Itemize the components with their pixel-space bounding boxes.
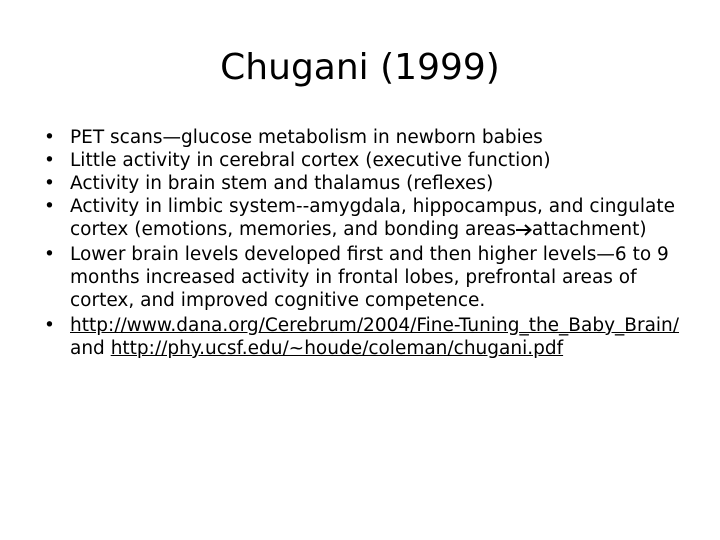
bullet-item <box>44 314 694 360</box>
slide-title: Chugani (1999) <box>220 47 500 88</box>
bullet-item <box>44 195 694 241</box>
bullet-text: attachment) <box>531 219 647 240</box>
bullet-text: PET scans—glucose metabolism in newborn babies <box>70 127 543 148</box>
bullet-text: Activity in brain stem and thalamus (reflexes) <box>70 173 494 194</box>
bullet-item <box>44 149 694 172</box>
bullet-text: Activity in limbic system--amygdala, hippocampus, and cingulate cortex (emotions, memories, and bonding areas <box>70 196 676 240</box>
bullet-text: Little activity in cerebral cortex (executive function) <box>70 150 551 171</box>
right-arrow-icon <box>516 224 532 236</box>
ucsf-link[interactable]: http://phy.ucsf.edu/~houde/coleman/chugani.pdf <box>110 338 564 359</box>
bullet-text: Lower brain levels developed first and then higher levels—6 to 9 months increased activity in frontal lobes, prefrontal areas of cortex, and improved cognitive competence. <box>70 244 669 311</box>
bullet-item <box>44 172 694 195</box>
bullet-list <box>44 126 694 360</box>
dana-link[interactable]: http://www.dana.org/Cerebrum/2004/Fine-Tuning_the_Baby_Brain/ <box>70 315 680 336</box>
bullet-item <box>44 243 694 312</box>
link-joiner: and <box>70 338 111 359</box>
bullet-item <box>44 126 694 149</box>
